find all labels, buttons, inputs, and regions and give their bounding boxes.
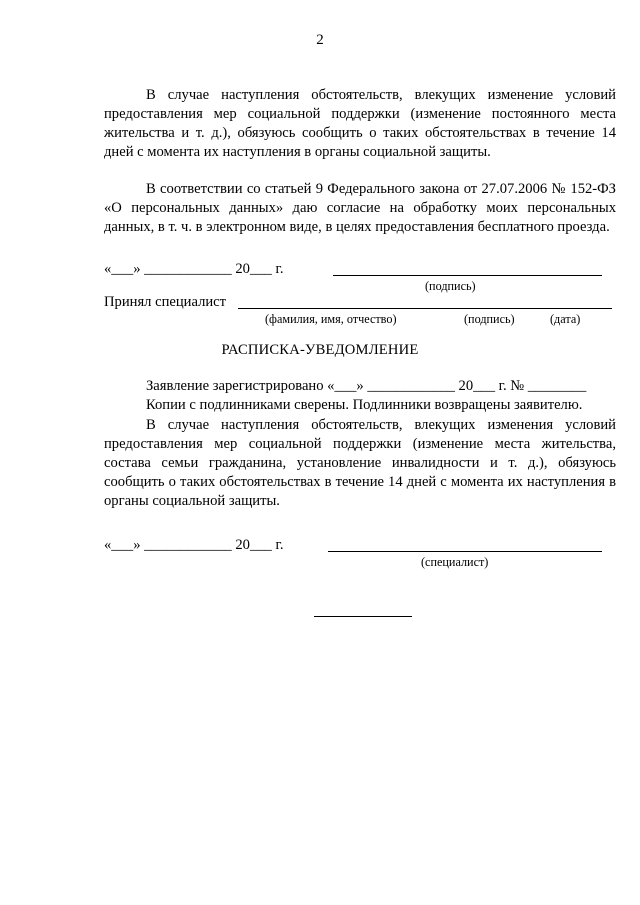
registration-line: Заявление зарегистрировано «___» ____________ 20___ г. № ________	[146, 378, 587, 394]
date-caption: (дата)	[550, 312, 581, 326]
signature-caption-2: (подпись)	[464, 312, 515, 326]
consent-paragraph: В соответствии со статьей 9 Федерального закона от 27.07.2006 № 152-ФЗ «О персональных данных» даю согласие на обработку моих персональных данных, в т. ч. в электронном виде, в целях предоставления бесплатного проезда.	[104, 181, 616, 235]
applicant-date-line: «___» ____________ 20___ г.	[104, 261, 284, 277]
signature-caption: (подпись)	[425, 279, 476, 293]
receipt-title: РАСПИСКА-УВЕДОМЛЕНИЕ	[221, 342, 419, 358]
page-number: 2	[316, 32, 324, 48]
notification-paragraph: В случае наступления обстоятельств, влекущих изменение условий предоставления мер социальной поддержки (изменение постоянного места жительства и т. д.), обязуюсь сообщить о таких обстоятельствах в течение 14 дней с момента их наступления в органы социальной защиты.	[104, 87, 616, 160]
specialist-line	[328, 551, 602, 552]
accepted-specialist-label: Принял специалист	[104, 294, 227, 310]
specialist-caption: (специалист)	[421, 555, 489, 569]
copies-verified-line: Копии с подлинниками сверены. Подлинники возвращены заявителю.	[146, 397, 583, 413]
specialist-signature-line	[238, 308, 612, 309]
receipt-notification-paragraph: В случае наступления обстоятельств, влекущих изменения условий предоставления мер социальной поддержки (изменение места жительства, состава семьи гражданина, установление инвалидности и т. д.), обязуюсь сообщить о таких обстоятельствах в течение 14 дней с момента их наступления в органы социальной защиты.	[104, 417, 616, 509]
end-rule	[314, 616, 412, 617]
specialist-date-line: «___» ____________ 20___ г.	[104, 537, 284, 553]
fio-caption: (фамилия, имя, отчество)	[265, 312, 397, 326]
applicant-signature-line	[333, 275, 602, 276]
